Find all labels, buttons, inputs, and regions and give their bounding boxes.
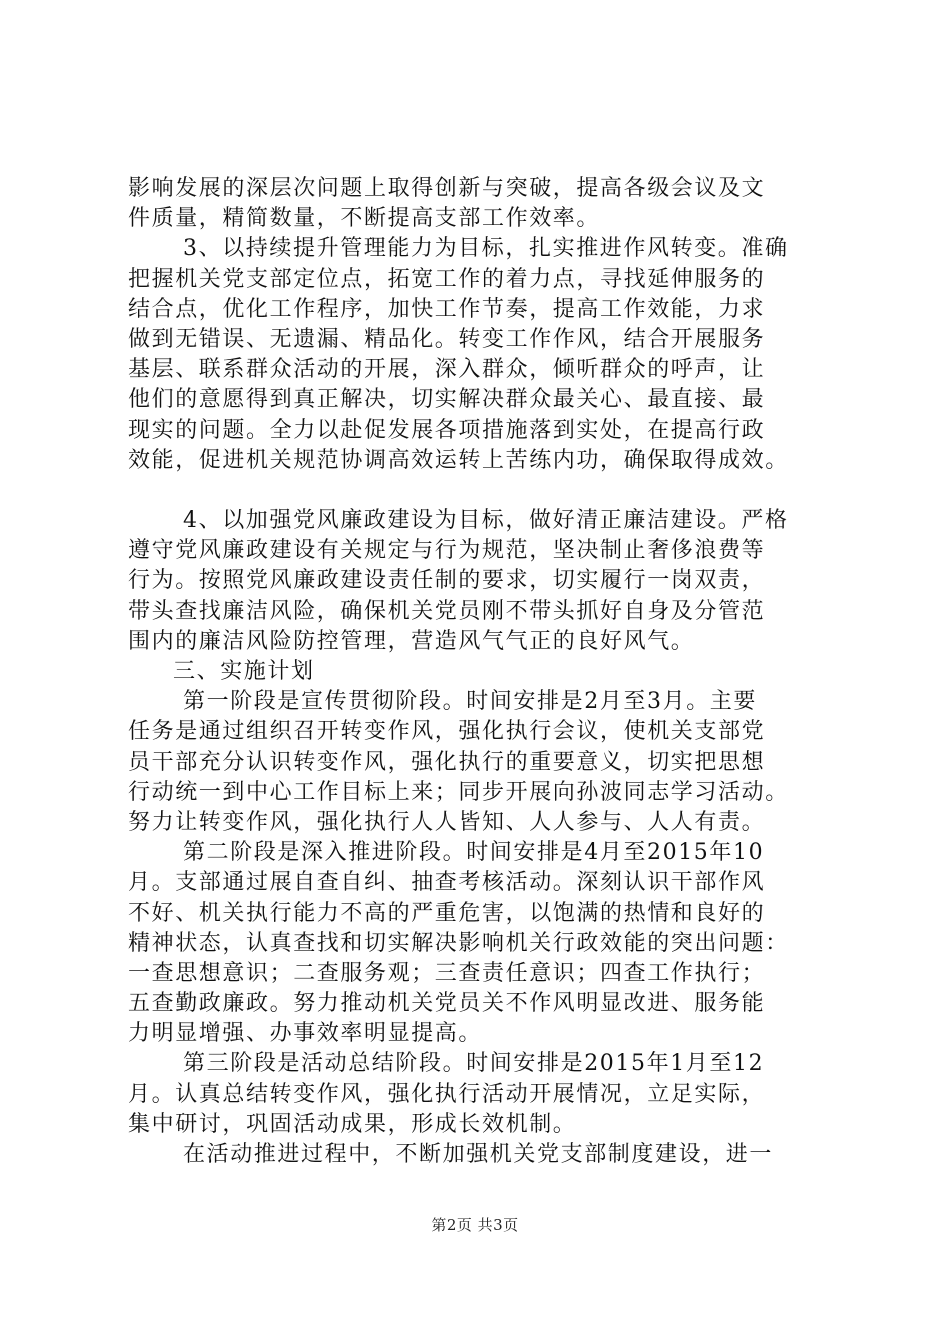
paragraph-gap (128, 476, 848, 506)
text-line: 行动统一到中心工作目标上来；同步开展向孙波同志学习活动。 (128, 779, 789, 805)
page-footer: 第2页 共3页 (431, 1216, 519, 1234)
text-line: 力明显增强、办事效率明显提高。 (128, 1021, 483, 1047)
document-body (128, 174, 848, 1170)
text-line: 一查思想意识；二查服务观；三查责任意识；四查工作执行； (128, 960, 766, 986)
paragraph-3-start: 3、以持续提升管理能力为目标，扎实推进作风转变。准确 (183, 236, 789, 262)
phase-2-start: 第二阶段是深入推进阶段。时间安排是4月至2015年10 (183, 840, 765, 866)
text-line: 任务是通过组织召开转变作风，强化执行会议，使机关支部党 (128, 719, 766, 745)
text-line: 围内的廉洁风险防控管理，营造风气气正的良好风气。 (128, 628, 695, 654)
text-line: 月。支部通过展自查自纠、抽查考核活动。深刻认识干部作风 (128, 870, 766, 896)
text-line: 集中研讨，巩固活动成果，形成长效机制。 (128, 1111, 577, 1137)
text-line: 行为。按照党风廉政建设责任制的要求，切实履行一岗双责， (128, 568, 766, 594)
phase-3-start: 第三阶段是活动总结阶段。时间安排是2015年1月至12 (183, 1051, 765, 1077)
phase-1-start: 第一阶段是宣传贯彻阶段。时间安排是2月至3月。主要 (183, 689, 757, 715)
paragraph-4-start: 4、以加强党风廉政建设为目标，做好清正廉洁建设。严格 (183, 508, 789, 534)
text-line: 月。认真总结转变作风，强化执行活动开展情况，立足实际， (128, 1081, 766, 1107)
text-line: 精神状态，认真查找和切实解决影响机关行政效能的突出问题： (128, 930, 789, 956)
text-line: 件质量，精简数量，不断提高支部工作效率。 (128, 206, 601, 232)
text-line: 效能，促进机关规范协调高效运转上苦练内功，确保取得成效。 (128, 447, 789, 473)
text-line: 做到无错误、无遗漏、精品化。转变工作作风，结合开展服务 (128, 326, 766, 352)
text-line: 五查勤政廉政。努力推动机关党员关不作风明显改进、服务能 (128, 991, 766, 1017)
closing-paragraph-start: 在活动推进过程中，不断加强机关党支部制度建设，进一 (183, 1142, 774, 1167)
text-line: 带头查找廉洁风险，确保机关党员刚不带头抓好自身及分管范 (128, 598, 766, 624)
text-line: 他们的意愿得到真正解决，切实解决群众最关心、最直接、最 (128, 387, 766, 413)
text-line: 基层、联系群众活动的开展，深入群众，倾听群众的呼声，让 (128, 357, 766, 383)
text-line: 影响发展的深层次问题上取得创新与突破，提高各级会议及文 (128, 176, 766, 201)
text-line: 员干部充分认识转变作风，强化执行的重要意义，切实把思想 (128, 749, 766, 775)
section-heading: 三、实施计划 (173, 659, 315, 684)
text-line: 现实的问题。全力以赴促发展各项措施落到实处，在提高行政 (128, 417, 766, 443)
text-line: 把握机关党支部定位点，拓宽工作的着力点，寻找延伸服务的 (128, 266, 766, 292)
text-line: 遵守党风廉政建设有关规定与行为规范，坚决制止奢侈浪费等 (128, 538, 766, 564)
text-line: 努力让转变作风，强化执行人人皆知、人人参与、人人有责。 (128, 809, 766, 835)
text-line: 不好、机关执行能力不高的严重危害，以饱满的热情和良好的 (128, 900, 766, 926)
text-line: 结合点，优化工作程序，加快工作节奏，提高工作效能，力求 (128, 296, 766, 322)
